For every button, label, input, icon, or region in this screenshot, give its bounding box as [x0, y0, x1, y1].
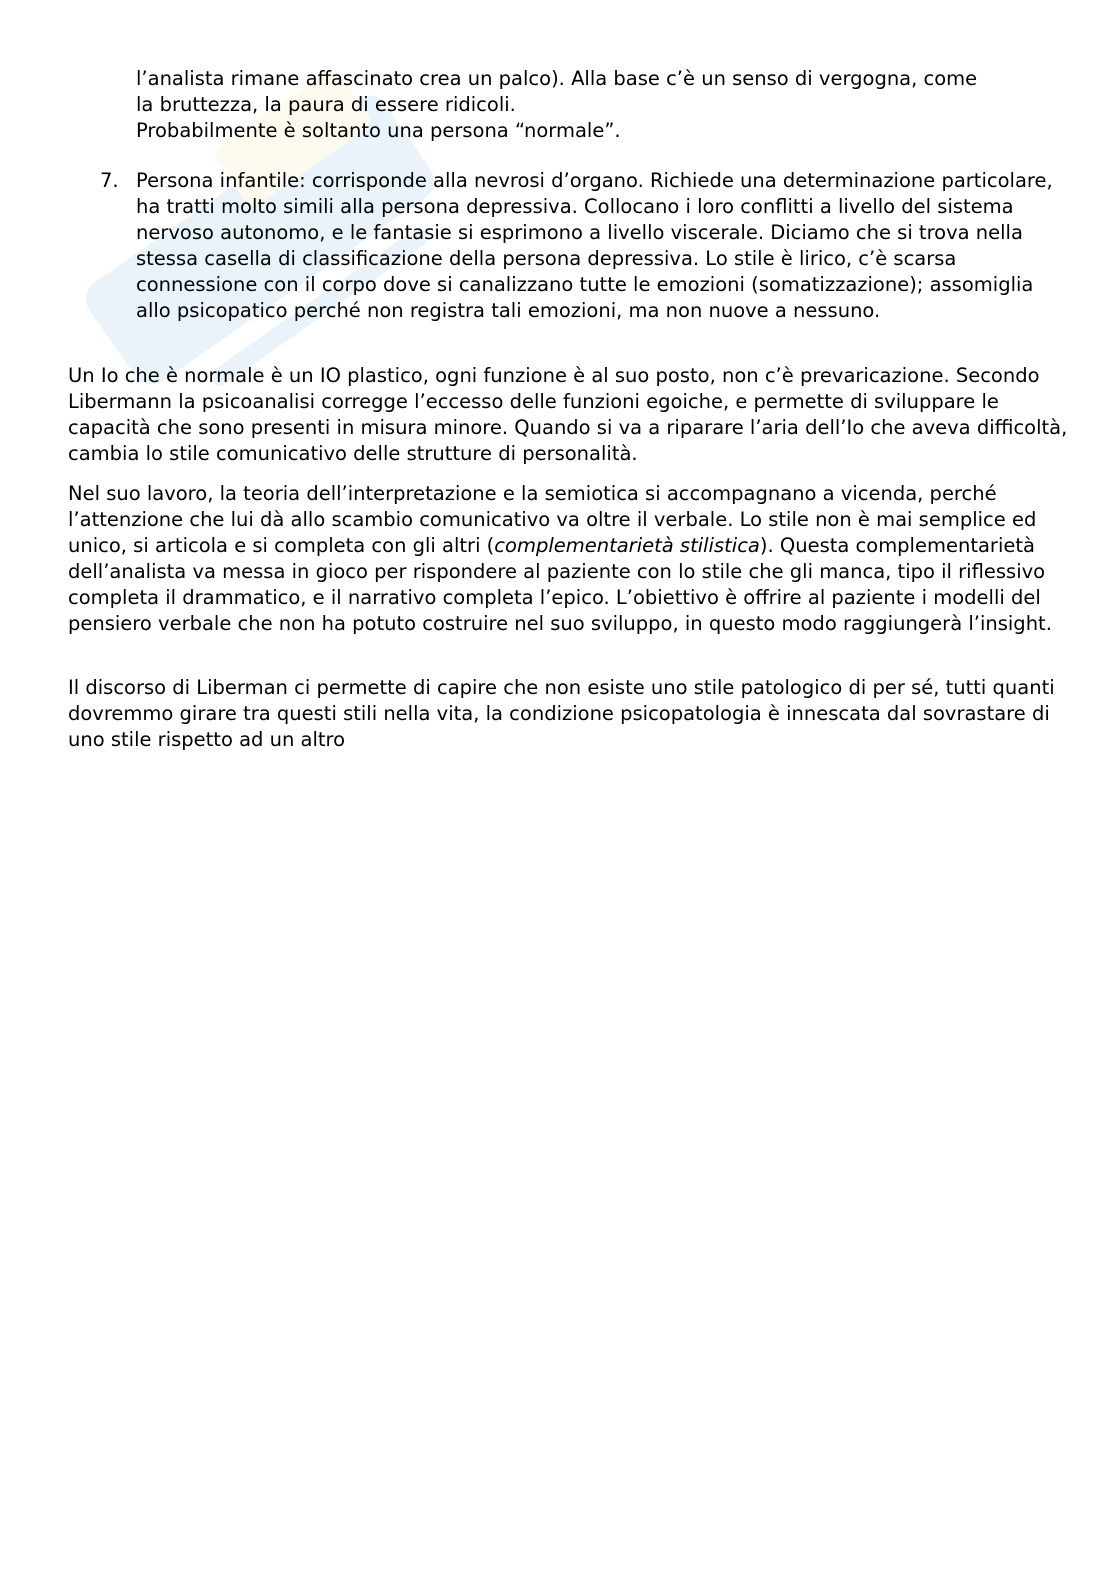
continuation-line-3: Probabilmente è soltanto una persona “normale”.	[136, 119, 621, 142]
paragraph-conclusione: Il discorso di Liberman ci permette di capire che non esiste uno stile patologico di per sé, tutti quanti dovremmo girare tra questi stili nella vita, la condizione psicopatologia è innescata dal sovrastare di uno stile rispetto ad un altro	[68, 676, 1055, 751]
continuation-line-2: la bruttezza, la paura di essere ridicoli.	[136, 93, 516, 116]
paragraph-text-after: ). Questa complementarietà dell’analista va messa in gioco per rispondere al paziente con lo stile che gli manca, tipo il riflessivo completa il drammatico, e il narrativo completa l’epico. L’obiettivo è offrire al paziente i modelli del pensiero verbale che non ha potuto costruire nel suo sviluppo, in questo modo raggiungerà l’insight.	[68, 534, 1052, 635]
paragraph-interpretazione	[68, 481, 1068, 637]
italic-term: complementarietà stilistica	[494, 534, 760, 557]
list-item-7	[68, 168, 1068, 324]
continuation-line-1: l’analista rimane affascinato crea un palco). Alla base c’è un senso di vergogna, come	[136, 67, 978, 90]
paragraph-io-plastico: Un Io che è normale è un IO plastico, ogni funzione è al suo posto, non c’è prevaricazione. Secondo Libermann la psicoanalisi corregge l’eccesso delle funzioni egoiche, e permette di sviluppare le capacità che sono presenti in misura minore. Quando si va a riparare l’aria dell’Io che aveva difficoltà, cambia lo stile comunicativo delle strutture di personalità.	[68, 364, 1068, 465]
paragraph-text-before: Nel suo lavoro, la teoria dell’interpretazione e la semiotica si accompagnano a vicenda, perché l’attenzione che lui dà allo scambio comunicativo va oltre il verbale. Lo stile non è mai semplice ed unico, si articola e si completa con gli altri (	[68, 482, 1037, 557]
list-item-number: 7.	[100, 169, 119, 192]
continuation-text	[136, 66, 1066, 144]
list-item-body: Persona infantile: corrisponde alla nevrosi d’organo. Richiede una determinazione particolare, ha tratti molto simili alla persona depressiva. Collocano i loro conflitti a livello del sistema nervoso autonomo, e le fantasie si esprimono a livello viscerale. Diciamo che si trova nella stessa casella di classificazione della persona depressiva. Lo stile è lirico, c’è scarsa connessione con il corpo dove si canalizzano tutte le emozioni (somatizzazione); assomiglia allo psicopatico perché non registra tali emozioni, ma non nuove a nessuno.	[136, 169, 1053, 322]
